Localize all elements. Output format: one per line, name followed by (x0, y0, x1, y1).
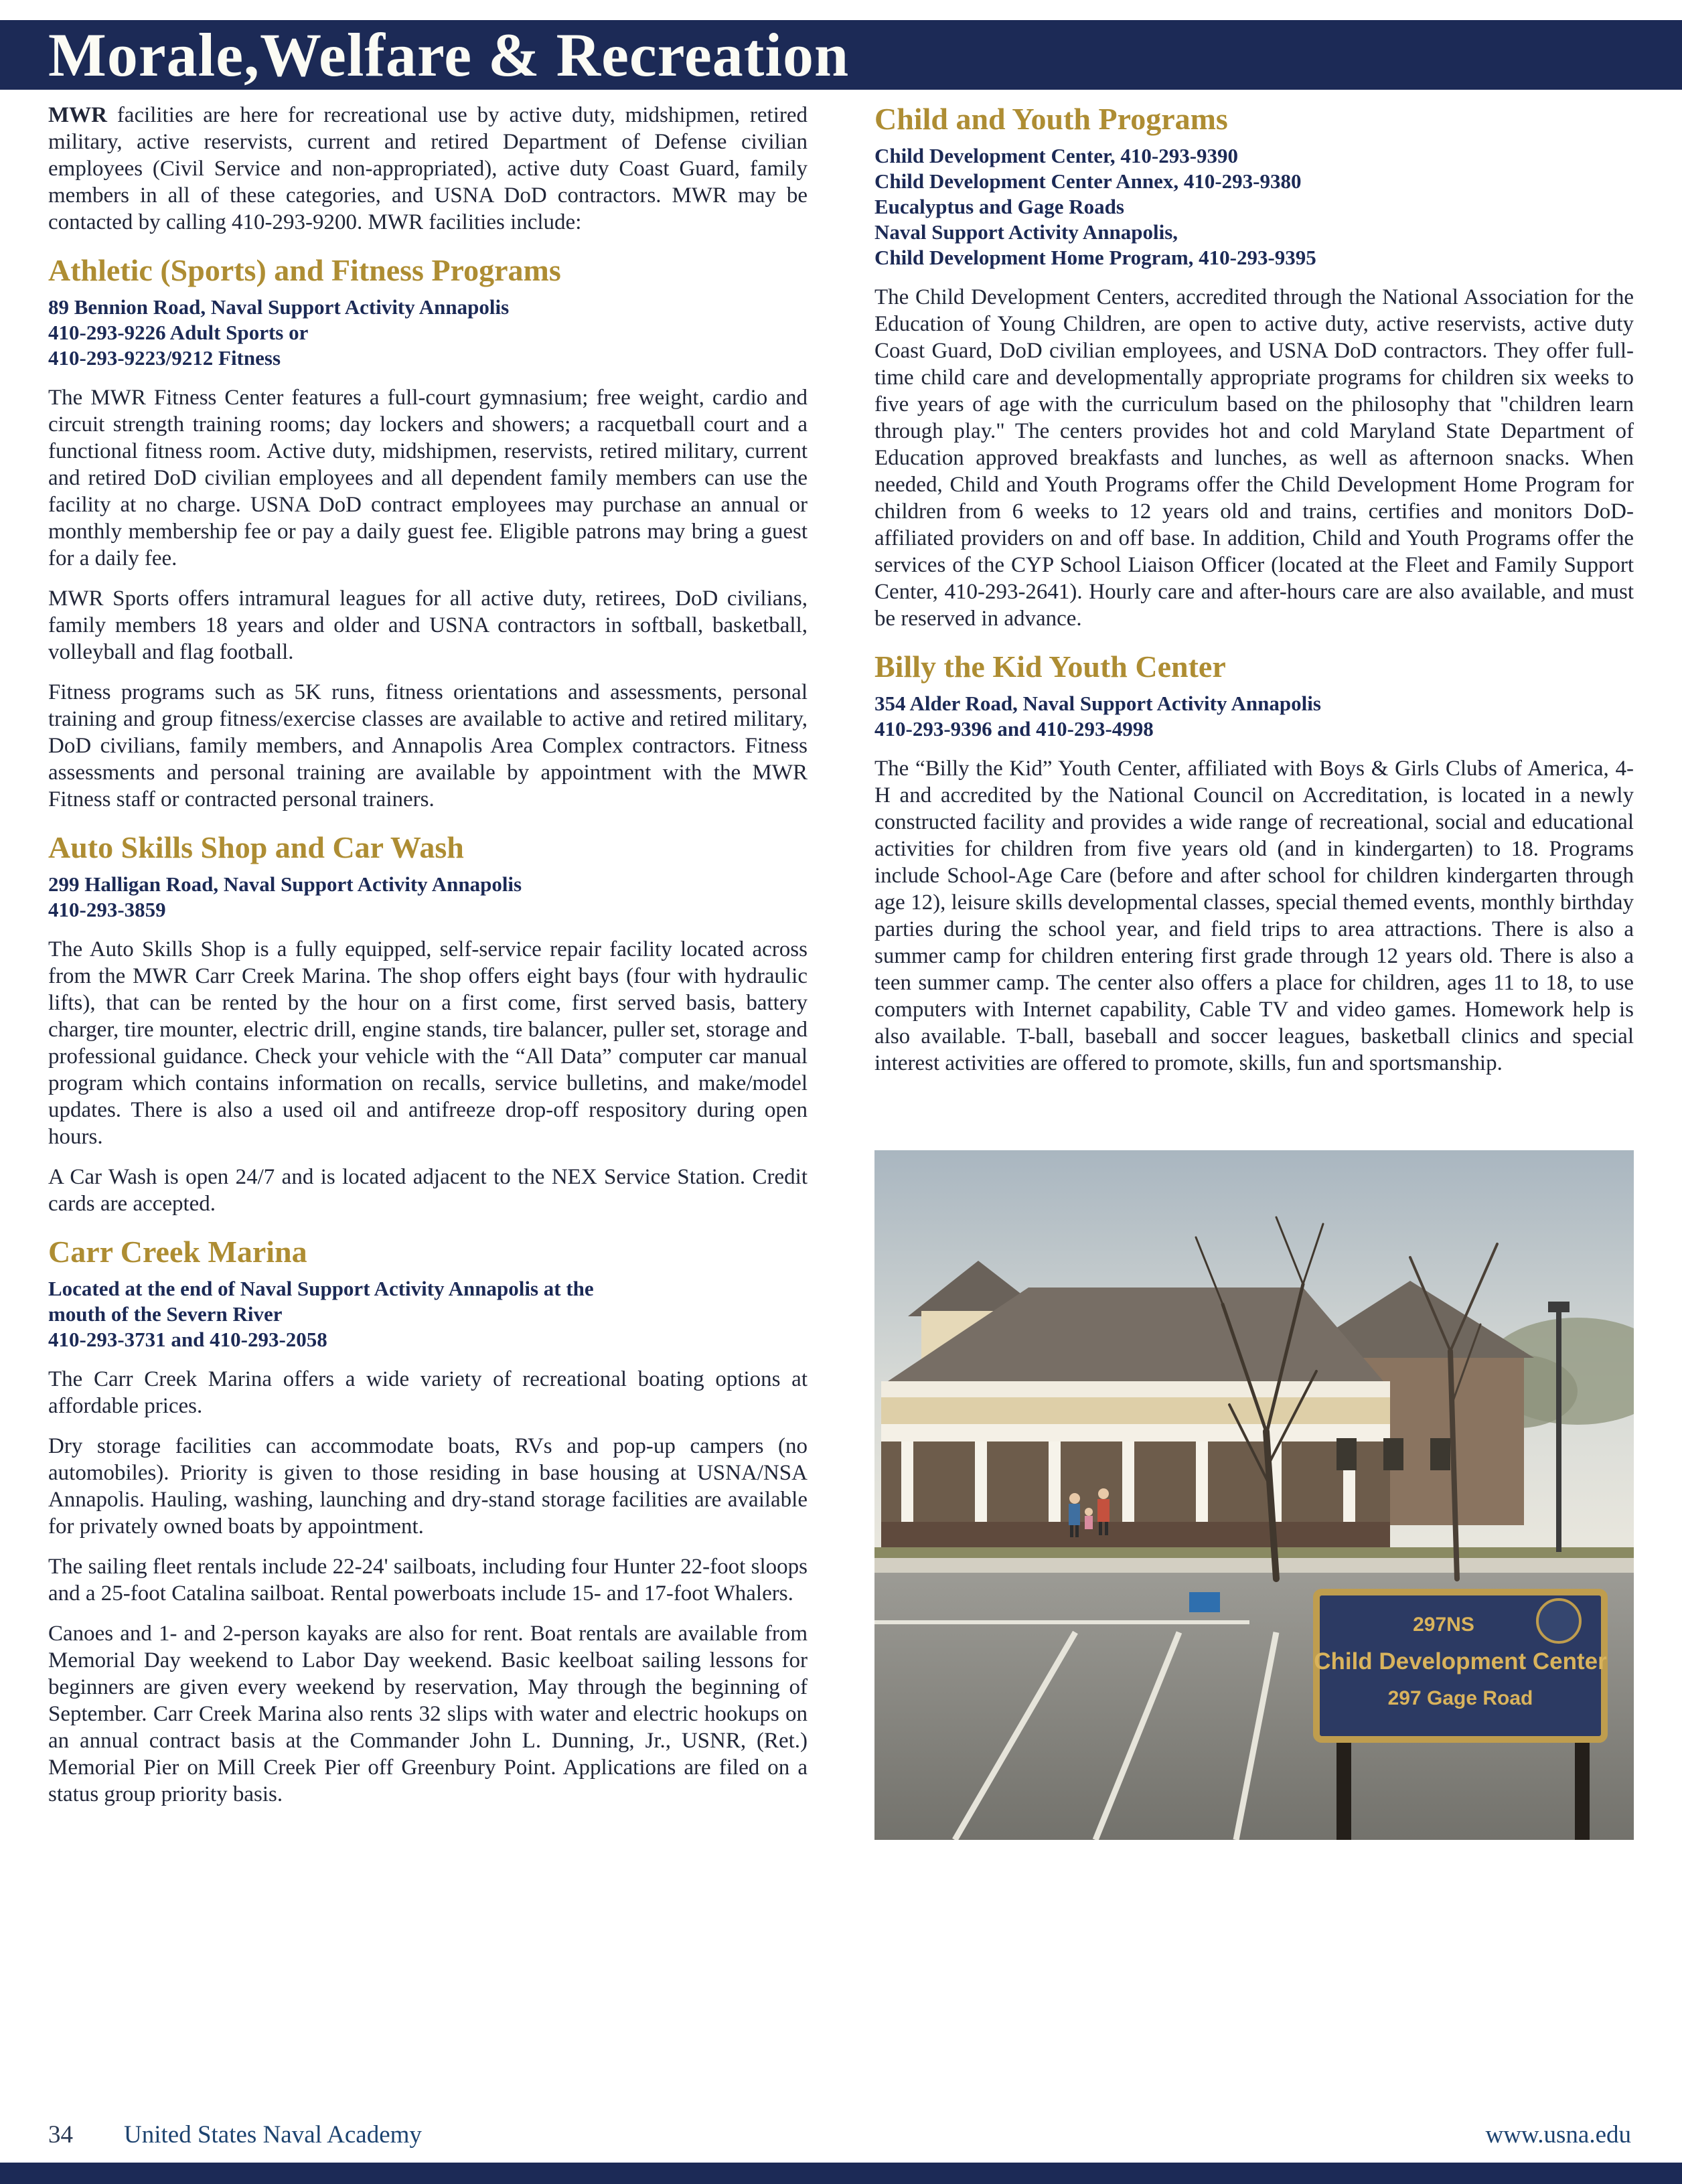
window (1430, 1438, 1450, 1470)
section-child-youth (874, 102, 1634, 632)
porch-column (901, 1441, 913, 1523)
page-header-band (0, 20, 1682, 90)
address-line: Child Development Center Annex, 410-293-9380 (874, 169, 1302, 193)
section-address-auto (48, 872, 808, 923)
section-heading-auto: Auto Skills Shop and Car Wash (48, 830, 464, 864)
sign-line-1: 297NS (1413, 1614, 1474, 1636)
address-line: Eucalyptus and Gage Roads (874, 195, 1124, 218)
address-line: 410-293-9223/9212 Fitness (48, 346, 281, 370)
address-line: Naval Support Activity Annapolis, (874, 220, 1178, 244)
address-line: 410-293-9396 and 410-293-4998 (874, 717, 1154, 740)
section-marina (48, 1235, 808, 1808)
left-column (48, 102, 808, 1840)
paragraph: The Child Development Centers, accredited through the National Association for the Education of Young Children, are open to active duty, active reservists, active duty Coast Guard, DoD civilian employees, and USNA DoD contractors. They offer full-time child care and developmentally appropriate programs for children six weeks to five years of age with the curriculum based on the philosophy that "children learn through play." The centers provides hot and cold Maryland State Department of Education approved breakfasts and lunches, as well as afternoon snacks. When needed, Child and Youth Programs offer the Child Development Home Program for children from 6 weeks to 12 years old and trains, certifies and monitors DoD-affiliated providers on and off base. In addition, Child and Youth Programs offer the services of the CYP School Liaison Officer (located at the Fleet and Family Support Center, 410-293-2641). Hourly care and after-hours care are also available, and must be reserved in advance. (874, 285, 1634, 631)
page-title: Morale,Welfare & Recreation (48, 21, 850, 89)
paragraph: Dry storage facilities can accommodate boats, RVs and pop-up campers (no automobiles). Priority is given to those residing in base housing at USNA/NSA Annapolis. Hauling, washing, launching and dry-stand storage facilities are available for privately owned boats by appointment. (48, 1434, 808, 1539)
paragraph: MWR Sports offers intramural leagues for all active duty, retirees, DoD civilians, family members 18 years and older and USNA contractors in softball, basketball, volleyball and flag football. (48, 587, 808, 664)
paragraph: The “Billy the Kid” Youth Center, affiliated with Boys & Girls Clubs of America, 4-H and accredited by the National Council on Accreditation, is located in a newly constructed facility and provides a wide range of recreational, social and educational activities for children from five years old (and in kindergarten) to 18. Programs include School-Age Care (before and after school for children kindergarten through age 12), leisure skills developmental classes, special themed events, monthly birthday parties during the school year, and field trips to area attractions. There is also a summer camp for children entering first grade through 12 years old. There is also a teen summer camp. The center also offers a place for children, ages 11 to 18, to use computers with Internet capability, Cable TV and video games. Homework help is also available. T-ball, baseball and soccer leagues, basketball clinics and special interest activities are offered to promote, skills, fun and sportsmanship. (874, 757, 1634, 1075)
window (1383, 1438, 1403, 1470)
sign-line-2: Child Development Center (1314, 1648, 1607, 1674)
photo-illustration (874, 1150, 1634, 1840)
section-heading-marina: Carr Creek Marina (48, 1235, 307, 1269)
paragraph: The Carr Creek Marina offers a wide variety of recreational boating options at affordable prices. (48, 1367, 808, 1418)
porch-column (1196, 1441, 1208, 1523)
building (881, 1261, 1534, 1547)
handicap-marking (1189, 1592, 1220, 1612)
porch-column (1049, 1441, 1061, 1523)
section-address-marina (48, 1276, 808, 1352)
address-line: mouth of the Severn River (48, 1302, 283, 1326)
sign-seal (1537, 1600, 1580, 1642)
porch-column (1122, 1441, 1134, 1523)
address-line: Child Development Center, 410-293-9390 (874, 144, 1239, 167)
address-line: 410-293-3859 (48, 898, 166, 921)
intro-text: facilities are here for recreational use by active duty, midshipmen, retired military, active reservists, current and retired Department of Defense civilian employees (Civil Service and non-appropriated), active duty Coast Guard, family members in all of these categories, and USNA DoD contractors. MWR may be contacted by calling 410-293-9200. MWR facilities include: (48, 103, 808, 234)
intro-lead: MWR (48, 103, 107, 127)
paragraph: The Auto Skills Shop is a fully equipped, self-service repair facility located across from the MWR Carr Creek Marina. The shop offers eight bays (four with hydraulic lifts), that can be rented by the hour on a first come, first served basis, battery charger, tire mounter, electric drill, engine stands, tire balancer, puller set, storage and professional guidance. Check your vehicle with the “All Data” computer car manual program which contains information on recalls, service bulletins, and make/model updates. There is also a used oil and antifreeze drop-off respository during open hours. (48, 937, 808, 1149)
address-line: Located at the end of Naval Support Activity Annapolis at the (48, 1277, 594, 1300)
address-line: 299 Halligan Road, Naval Support Activity Annapolis (48, 872, 522, 896)
section-heading-cyp: Child and Youth Programs (874, 102, 1228, 136)
page-number: 34 (48, 2121, 73, 2149)
section-heading-athletic: Athletic (Sports) and Fitness Programs (48, 253, 561, 287)
address-line: 410-293-9226 Adult Sports or (48, 321, 309, 344)
paragraph: The MWR Fitness Center features a full-court gymnasium; free weight, cardio and circuit strength training rooms; day lockers and showers; a racquetball court and a functional fitness room. Active duty, midshipmen, reservists, retired military, current and retired DoD civilian employees and all dependent family members can use the facility at no charge. USNA DoD contract employees may purchase an annual or monthly membership fee or pay a daily guest fee. Eligible patrons may bring a guest for a daily fee. (48, 386, 808, 570)
content-columns (48, 102, 1634, 1840)
section-heading-billy: Billy the Kid Youth Center (874, 649, 1226, 684)
section-address-athletic (48, 295, 808, 371)
section-address-cyp (874, 143, 1634, 270)
bottom-band (0, 2163, 1682, 2184)
paragraph: The sailing fleet rentals include 22-24' sailboats, including four Hunter 22-foot sloops and a 25-foot Catalina sailboat. Rental powerboats include 15- and 17-foot Whalers. (48, 1555, 808, 1606)
address-line: 410-293-3731 and 410-293-2058 (48, 1328, 327, 1351)
section-billy-the-kid (874, 649, 1634, 1077)
address-line: 89 Bennion Road, Naval Support Activity Annapolis (48, 295, 510, 319)
section-address-billy (874, 691, 1634, 742)
section-athletic-fitness (48, 253, 808, 813)
window (1336, 1438, 1357, 1470)
porch-column (975, 1441, 987, 1523)
photo-child-development-center (874, 1150, 1634, 1840)
sidewalk (874, 1558, 1634, 1573)
footer-site-name: United States Naval Academy (124, 2121, 422, 2149)
paragraph: Canoes and 1- and 2-person kayaks are also for rent. Boat rentals are available from Memorial Day weekend to Labor Day weekend. Basic keelboat sailing lessons for beginners are given every weekend by reservation, May through the beginning of September. Carr Creek Marina also rents 32 slips with water and electric hookups on an annual contract basis at the Commander John L. Dunning, Jr., USNR, (Ret.) Memorial Pier on Mill Creek Pier off Greenbury Point. Applications are filed on a status group priority basis. (48, 1622, 808, 1806)
paragraph: A Car Wash is open 24/7 and is located adjacent to the NEX Service Station. Credit cards are accepted. (48, 1165, 808, 1216)
intro-paragraph (48, 102, 808, 236)
paragraph: Fitness programs such as 5K runs, fitness orientations and assessments, personal training and group fitness/exercise classes are available to active and retired military, DoD civilians, family members, and Annapolis Area Complex contractors. Fitness assessments and personal training are available by appointment with the MWR Fitness staff or contracted personal trainers. (48, 680, 808, 811)
address-line: Child Development Home Program, 410-293-9395 (874, 246, 1316, 269)
sign-line-3: 297 Gage Road (1387, 1687, 1533, 1709)
page-footer (48, 2120, 1631, 2149)
footer-website: www.usna.edu (1485, 2121, 1631, 2149)
address-line: 354 Alder Road, Naval Support Activity Annapolis (874, 692, 1321, 715)
section-auto-skills (48, 830, 808, 1217)
right-column (874, 102, 1634, 1840)
grass-strip (874, 1547, 1634, 1558)
